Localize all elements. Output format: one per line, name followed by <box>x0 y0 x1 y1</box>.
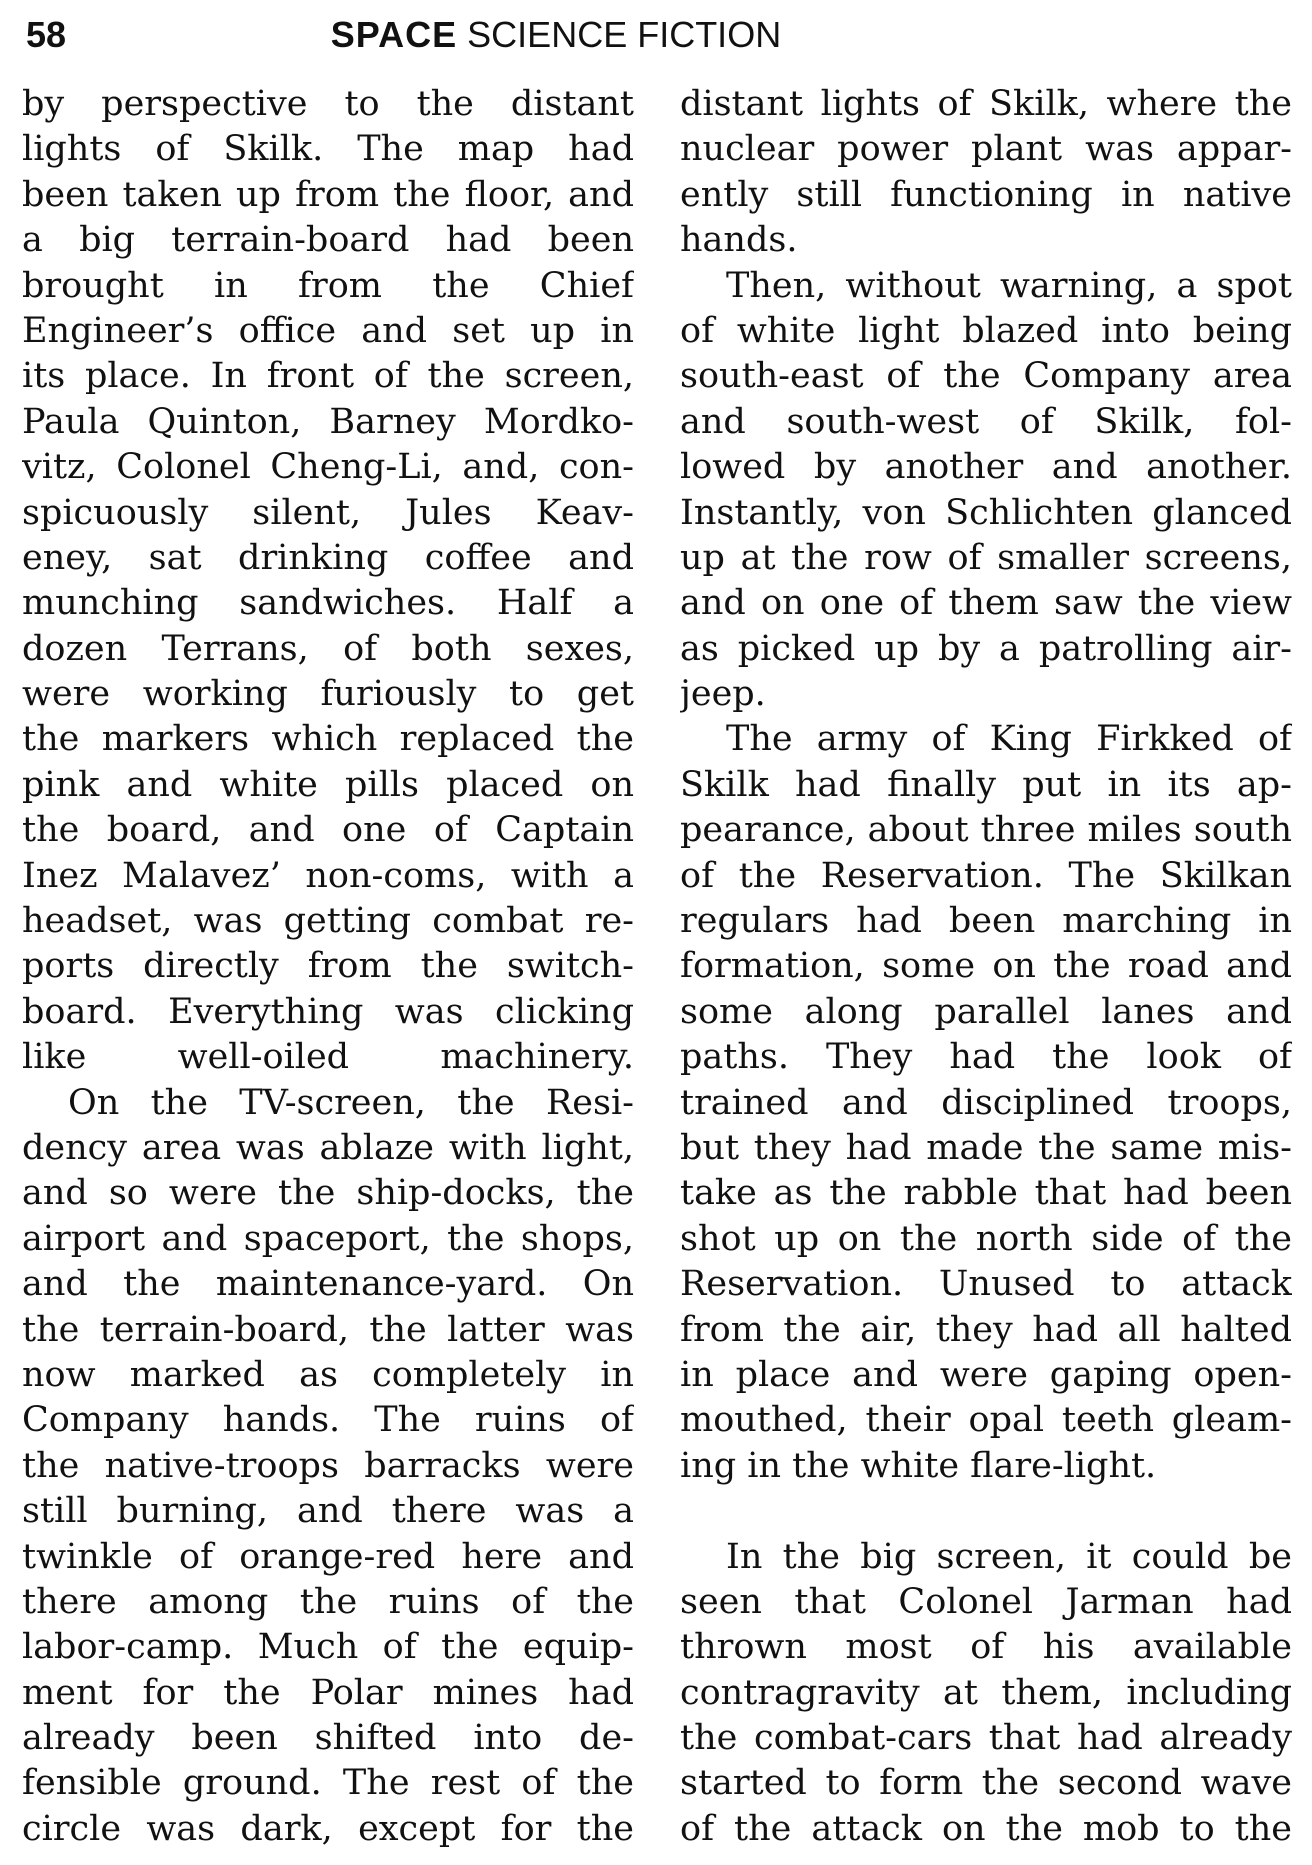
text-line: south-east of the Company area <box>680 356 1292 397</box>
text-line: and on one of them saw the view <box>680 583 1292 624</box>
text-line: up at the row of smaller screens, <box>680 537 1292 578</box>
text-line: started to form the second wave <box>680 1763 1292 1804</box>
text-line: pink and white pills placed on <box>22 764 634 805</box>
text-line: labor-camp. Much of the equip- <box>22 1627 634 1668</box>
text-line: thrown most of his available <box>680 1627 1292 1668</box>
text-line: now marked as completely in <box>22 1354 634 1395</box>
text-line: brought in from the Chief <box>22 265 634 306</box>
text-line: the markers which replaced the <box>22 719 634 760</box>
text-line: spicuously silent, Jules Keav- <box>22 492 634 533</box>
text-line: ports directly from the switch- <box>22 946 634 987</box>
paragraph <box>680 1535 1292 1853</box>
text-line: The army of King Firkked of <box>726 719 1292 760</box>
magazine-title <box>26 14 1086 56</box>
text-line: vitz, Colonel Cheng-Li, and, con- <box>22 447 634 488</box>
text-line: pearance, about three miles south <box>680 810 1292 851</box>
text-line: as picked up by a patrolling air- <box>680 628 1292 669</box>
paragraph <box>22 1081 634 1853</box>
text-line: Skilk had finally put in its ap- <box>680 764 1292 805</box>
text-line: were working furiously to get <box>22 674 634 715</box>
text-line: take as the rabble that had been <box>680 1173 1292 1214</box>
text-line: hands. <box>680 220 798 261</box>
paragraph <box>680 264 1292 718</box>
text-line: On the TV-screen, the Resi- <box>68 1082 634 1123</box>
text-line: Inez Malavez’ non-coms, with a <box>22 855 634 896</box>
page-number: 58 <box>26 14 67 55</box>
text-line: Then, without warning, a spot <box>726 265 1292 306</box>
paragraph <box>680 717 1292 1489</box>
left-column <box>22 82 634 1852</box>
text-line: already been shifted into de- <box>22 1718 634 1759</box>
paragraph-gap <box>680 1489 1292 1534</box>
text-line: eney, sat drinking coffee and <box>22 537 634 578</box>
text-line: paths. They had the look of <box>680 1037 1292 1078</box>
text-line: circle was dark, except for the <box>22 1808 634 1849</box>
text-line: its place. In front of the screen, <box>22 356 634 397</box>
text-line: dency area was ablaze with light, <box>22 1127 634 1168</box>
text-line: in place and were gaping open- <box>680 1354 1292 1395</box>
text-line: of white light blazed into being <box>680 310 1292 351</box>
text-line: of the attack on the mob to the <box>680 1808 1292 1849</box>
text-line: ently still functioning in native <box>680 174 1292 215</box>
text-line: nuclear power plant was appar- <box>680 129 1292 170</box>
text-line: dozen Terrans, of both sexes, <box>22 628 634 669</box>
text-line: ing in the white flare-light. <box>680 1445 1157 1486</box>
text-line: like well-oiled machinery. <box>22 1037 634 1078</box>
text-line: seen that Colonel Jarman had <box>680 1581 1292 1622</box>
text-line: Engineer’s office and set up in <box>22 310 634 351</box>
text-line: airport and spaceport, the shops, <box>22 1218 634 1259</box>
text-line: the terrain-board, the latter was <box>22 1309 634 1350</box>
text-line: by perspective to the distant <box>22 84 634 124</box>
text-line: fensible ground. The rest of the <box>22 1763 634 1804</box>
text-line: some along parallel lanes and <box>680 991 1292 1032</box>
text-line: of the Reservation. The Skilkan <box>680 855 1292 896</box>
text-line: been taken up from the floor, and <box>22 174 634 215</box>
text-line: there among the ruins of the <box>22 1581 634 1622</box>
magazine-title-bold: SPACE <box>330 14 458 55</box>
text-line: shot up on the north side of the <box>680 1218 1292 1259</box>
text-line: regulars had been marching in <box>680 901 1292 942</box>
text-line: Instantly, von Schlichten glanced <box>680 492 1292 533</box>
text-line: In the big screen, it could be <box>726 1536 1292 1577</box>
text-line: formation, some on the road and <box>680 946 1292 987</box>
text-line: Reservation. Unused to attack <box>680 1264 1292 1305</box>
text-line: board. Everything was clicking <box>22 991 634 1032</box>
text-line: ment for the Polar mines had <box>22 1672 634 1713</box>
page-header <box>26 14 1286 66</box>
right-column <box>680 82 1292 1852</box>
text-line: Paula Quinton, Barney Mordko- <box>22 401 634 442</box>
text-line: contragravity at them, including <box>680 1672 1292 1713</box>
text-line: lights of Skilk. The map had <box>22 129 634 170</box>
text-line: the combat-cars that had already <box>680 1718 1292 1759</box>
text-line: a big terrain-board had been <box>22 220 634 261</box>
text-line: still burning, and there was a <box>22 1491 634 1532</box>
text-line: the native-troops barracks were <box>22 1445 634 1486</box>
text-line: but they had made the same mis- <box>680 1127 1292 1168</box>
text-line: the board, and one of Captain <box>22 810 634 851</box>
text-line: Company hands. The ruins of <box>22 1400 634 1441</box>
text-line: mouthed, their opal teeth gleam- <box>680 1400 1292 1441</box>
paragraph <box>22 82 634 1081</box>
magazine-title-rest: SCIENCE FICTION <box>467 14 782 55</box>
text-line: distant lights of Skilk, where the <box>680 84 1292 124</box>
text-line: and so were the ship-docks, the <box>22 1173 634 1214</box>
paragraph <box>680 82 1292 264</box>
text-line: twinkle of orange-red here and <box>22 1536 634 1577</box>
text-line: jeep. <box>680 674 766 715</box>
text-line: and the maintenance-yard. On <box>22 1264 634 1305</box>
text-line: trained and disciplined troops, <box>680 1082 1292 1123</box>
text-line: munching sandwiches. Half a <box>22 583 634 624</box>
text-line: and south-west of Skilk, fol- <box>680 401 1292 442</box>
text-line: lowed by another and another. <box>680 447 1292 488</box>
text-line: from the air, they had all halted <box>680 1309 1292 1350</box>
text-line: headset, was getting combat re- <box>22 901 634 942</box>
